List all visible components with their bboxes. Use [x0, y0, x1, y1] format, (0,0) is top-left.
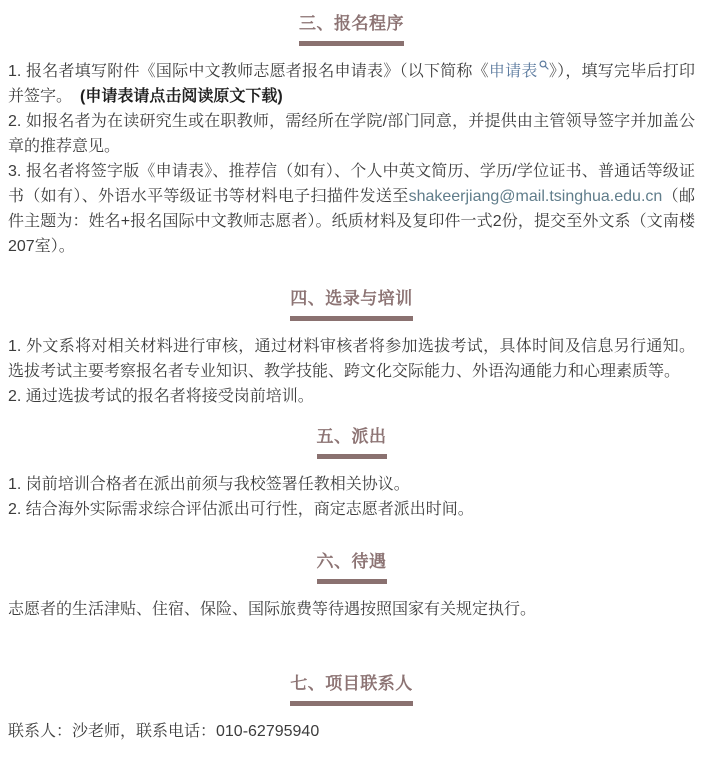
email-address[interactable]: shakeerjiang@mail.tsinghua.edu.cn	[408, 188, 663, 205]
section-title: 七、项目联系人	[290, 674, 413, 693]
contact-line: 联系人：沙老师，联系电话：010-62795940	[8, 723, 320, 740]
title-underline-bar	[317, 579, 387, 584]
paragraph: 2. 如报名者为在读研究生或在职教师，需经所在学院/部门同意，并提供由主管领导签字并加盖公章的推荐意见。	[8, 113, 695, 155]
section-title: 六、待遇	[316, 552, 387, 571]
title-underline-bar	[290, 316, 413, 321]
paragraph	[8, 59, 695, 109]
section-title: 三、报名程序	[299, 14, 404, 33]
section-selection-training	[8, 287, 695, 409]
paragraph-text: （邮件主题为：姓名+报名国际中文教师志愿者）。纸质材料及复印件一式2份，提交至外文系（文南楼207室）。	[8, 188, 695, 255]
paragraph: 1. 岗前培训合格者在派出前须与我校签署任教相关协议。	[8, 476, 410, 493]
paragraph: 2. 结合海外实际需求综合评估派出可行性，商定志愿者派出时间。	[8, 501, 474, 518]
paragraph: 1. 外文系将对相关材料进行审核，通过材料审核者将参加选拔考试，具体时间及信息另行通知。选拔考试主要考察报名者专业知识、教学技能、跨文化交际能力、外语沟通能力和心理素质等。	[8, 338, 695, 380]
paragraph	[8, 159, 695, 259]
section-application-procedure	[8, 12, 695, 259]
section-contact	[8, 672, 695, 744]
paragraph-text: 3. 报名者将签字版《申请表》、推荐信（如有）、个人中英文简历、学历/学位证书、普通话等级证书（如有）、外语水平等级证书等材料电子扫描件发送至	[8, 163, 695, 205]
paragraph: 2. 通过选拔考试的报名者将接受岗前培训。	[8, 388, 314, 405]
section-title: 五、派出	[316, 427, 387, 446]
section-heading	[8, 550, 695, 584]
title-underline-bar	[290, 701, 413, 706]
title-underline-bar	[317, 454, 387, 459]
download-note: (申请表请点击阅读原文下载)	[80, 88, 283, 105]
section-heading	[8, 672, 695, 706]
section-benefits	[8, 550, 695, 622]
paragraph-text: 》），填写完毕后打印并签字。	[8, 63, 695, 105]
section-title: 四、选录与培训	[290, 289, 413, 308]
paragraph-text: 1. 报名者填写附件《国际中文教师志愿者报名申请表》（以下简称《	[8, 63, 489, 80]
section-heading	[8, 425, 695, 459]
search-icon[interactable]	[539, 60, 549, 70]
application-form-link[interactable]: 申请表	[488, 63, 538, 80]
section-heading	[8, 12, 695, 46]
paragraph: 志愿者的生活津贴、住宿、保险、国际旅费等待遇按照国家有关规定执行。	[8, 601, 537, 618]
section-heading	[8, 287, 695, 321]
section-dispatch	[8, 425, 695, 522]
title-underline-bar	[299, 41, 404, 46]
